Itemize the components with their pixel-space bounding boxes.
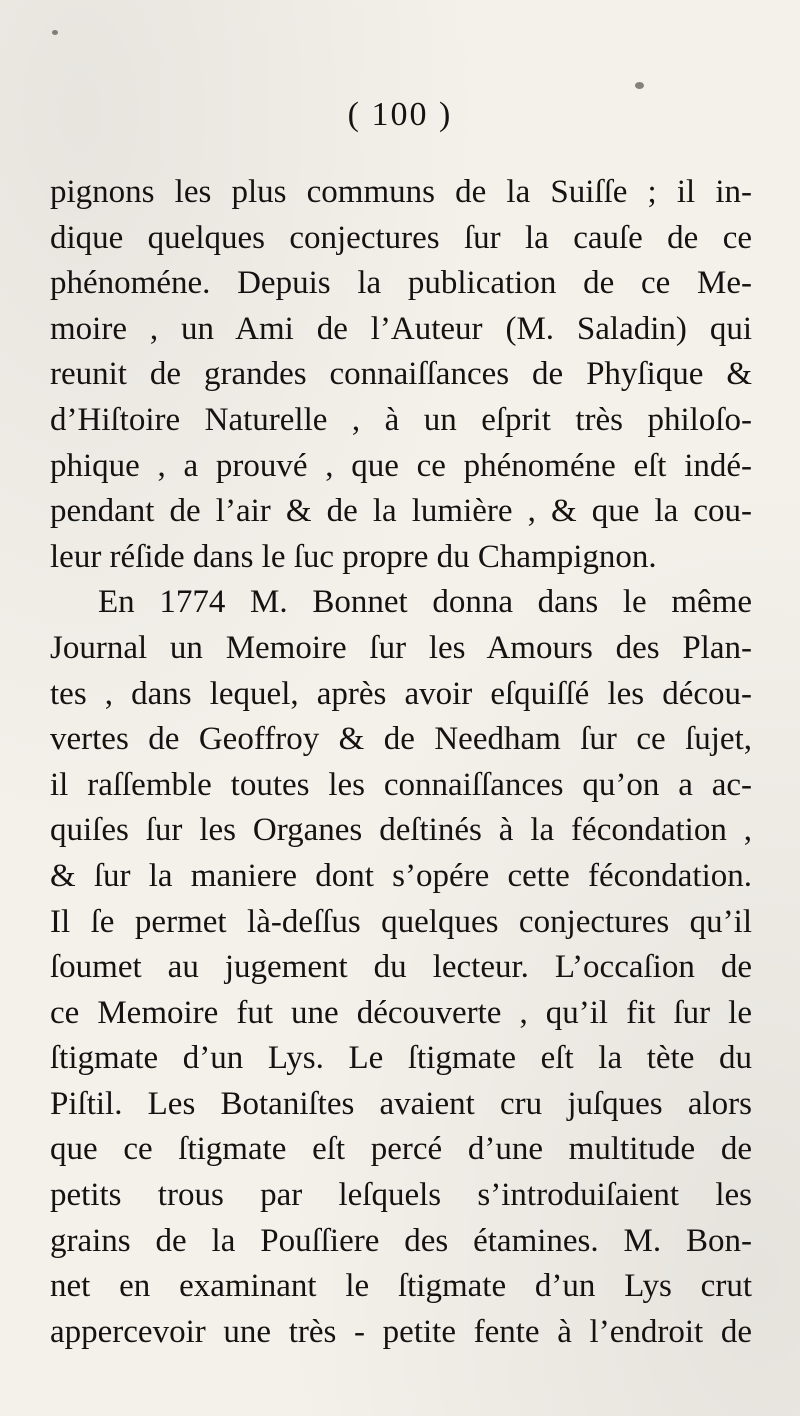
text-line: En 1774 M. Bonnet donna dans le même bbox=[98, 584, 752, 621]
body-text bbox=[50, 170, 752, 1355]
text-line: ſoumet au jugement du lecteur. L’occaſion de bbox=[50, 949, 752, 986]
text-line: ce Memoire fut une découverte , qu’il fit ſur le bbox=[50, 994, 752, 1031]
page-number: ( 100 ) bbox=[347, 96, 453, 133]
ink-speck bbox=[635, 82, 644, 89]
text-line: dique quelques conjectures ſur la cauſe de ce bbox=[50, 219, 752, 256]
text-line: Il ſe permet là-deſſus quelques conjectures qu’il bbox=[50, 903, 752, 940]
text-line: petits trous par leſquels s’introduiſaient les bbox=[50, 1177, 752, 1214]
text-line: & ſur la maniere dont s’opére cette fécondation. bbox=[50, 857, 752, 894]
text-line: net en examinant le ſtigmate d’un Lys crut bbox=[50, 1268, 752, 1305]
text-line: Piſtil. Les Botaniſtes avaient cru juſques alors bbox=[50, 1085, 752, 1122]
text-line: reunit de grandes connaiſſances de Phyſique & bbox=[50, 356, 752, 393]
text-line: ſtigmate d’un Lys. Le ſtigmate eſt la tète du bbox=[50, 1040, 752, 1077]
text-line: vertes de Geoffroy & de Needham ſur ce ſujet, bbox=[50, 721, 752, 758]
text-line: tes , dans lequel, après avoir eſquiſſé les décou- bbox=[50, 675, 752, 712]
text-line: grains de la Pouſſiere des étamines. M. Bon- bbox=[50, 1222, 752, 1259]
text-line: leur réſide dans le ſuc propre du Champignon. bbox=[50, 538, 657, 575]
text-line: moire , un Ami de l’Auteur (M. Saladin) qui bbox=[50, 310, 752, 347]
text-line: appercevoir une très - petite fente à l’endroit de bbox=[50, 1313, 752, 1350]
text-line: Journal un Memoire ſur les Amours des Plan- bbox=[50, 629, 752, 666]
text-line: quiſes ſur les Organes deſtinés à la fécondation , bbox=[50, 812, 752, 849]
ink-speck bbox=[52, 30, 58, 35]
text-line: phénoméne. Depuis la publication de ce Me- bbox=[50, 265, 752, 302]
text-line: que ce ſtigmate eſt percé d’une multitude de bbox=[50, 1131, 752, 1168]
text-line: d’Hiſtoire Naturelle , à un eſprit très philoſo- bbox=[50, 401, 752, 438]
text-line: il raſſemble toutes les connaiſſances qu’on a ac- bbox=[50, 766, 752, 803]
text-line: pendant de l’air & de la lumière , & que la cou- bbox=[50, 493, 752, 530]
text-line: phique , a prouvé , que ce phénoméne eſt indé- bbox=[50, 447, 752, 484]
text-line: pignons les plus communs de la Suiſſe ; il in- bbox=[50, 174, 752, 210]
